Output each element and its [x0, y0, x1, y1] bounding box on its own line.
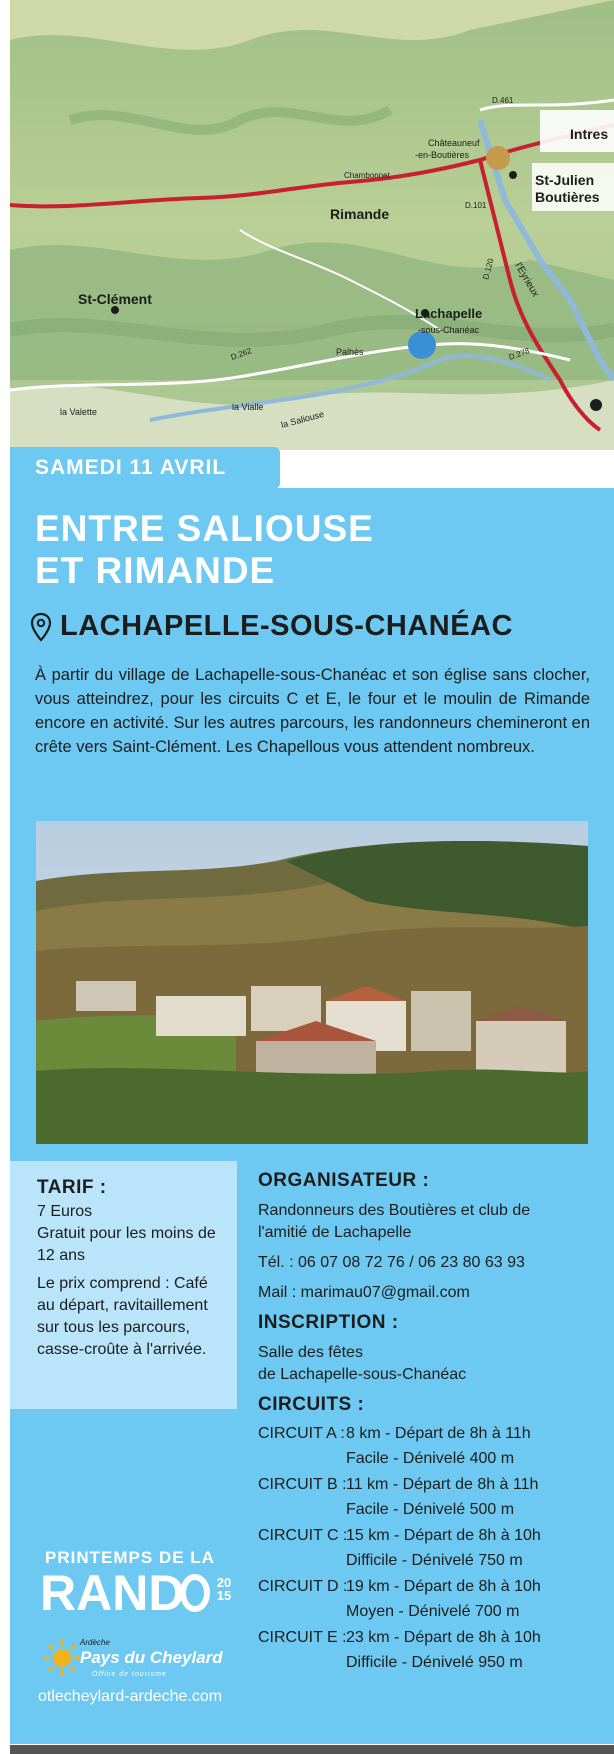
map-label-d120: D.120: [481, 257, 496, 281]
map-label-chateauneuf: Châteauneuf: [428, 138, 480, 148]
circuit-d: [258, 1575, 608, 1624]
circuit-name: CIRCUIT C :: [258, 1527, 348, 1544]
circuits-label: CIRCUITS :: [258, 1394, 365, 1415]
date-banner: SAMEDI 11 AVRIL: [10, 447, 280, 489]
logo-rando-text: RAND: [40, 1565, 185, 1621]
printemps-rando-logo: [40, 1548, 240, 1688]
circuit-details: 8 km - Départ de 8h à 11h: [346, 1425, 531, 1442]
tarif-note: Le prix comprend : Café au départ, ravitaillement sur tous les parcours, casse-croûte à l'arrivée.: [37, 1275, 208, 1358]
map-label-lachapelle-sub: -sous-Chanéac: [418, 325, 480, 335]
page-title: [35, 508, 595, 592]
location: [30, 610, 513, 643]
map-label-chateauneuf-sub: -en-Boutières: [415, 150, 470, 160]
organisateur-text: Randonneurs des Boutières et club de l'amitié de Lachapelle: [258, 1202, 531, 1241]
map-label-eyrieux: l'Eyrieux: [512, 261, 541, 299]
logo-year: [212, 1576, 236, 1602]
circuit-details: 11 km - Départ de 8h à 11h: [346, 1476, 539, 1493]
circuit-details: 19 km - Départ de 8h à 10h: [346, 1578, 541, 1595]
phone-number: Tél. : 06 07 08 72 76 / 06 23 80 63 93: [258, 1254, 525, 1271]
map-label-la-vialle: la Vialle: [232, 402, 264, 412]
tarif-price: 7 Euros: [37, 1203, 93, 1220]
map-label-lachapelle: Lachapelle: [415, 306, 483, 321]
map-label-d101: D.101: [465, 201, 487, 210]
circuit-c: [258, 1524, 608, 1573]
tarif-free: Gratuit pour les moins de 12 ans: [37, 1225, 216, 1264]
circuit-difficulty: Difficile - Dénivelé 750 m: [346, 1551, 523, 1569]
website-link[interactable]: otlecheylard-ardeche.com: [38, 1688, 223, 1705]
bottom-rule: [10, 1745, 614, 1754]
tarif-box: [10, 1161, 237, 1409]
location-text: LACHAPELLE-SOUS-CHANÉAC: [60, 610, 513, 642]
circuit-difficulty: Moyen - Dénivelé 700 m: [346, 1602, 520, 1620]
map-image: [10, 0, 614, 450]
map-label-d278: D.278: [507, 346, 531, 362]
inscription-line-2: de Lachapelle-sous-Chanéac: [258, 1366, 467, 1383]
cheylard-logo: [40, 1638, 240, 1688]
title-line-1: ENTRE SALIOUSE: [35, 508, 374, 549]
circuit-details: 23 km - Départ de 8h à 10h: [346, 1629, 541, 1646]
description: À partir du village de Lachapelle-sous-Chanéac et son église sans clocher, vous atteindrez, pour les circuits C et E, le four et le moulin de Rimande encore en activité. Sur les autres parcours, les randonneurs chemineront en crête vers Saint-Clément. Les Chapellous vous attendent nombreux.: [35, 666, 590, 756]
map-label-d461: D.461: [492, 96, 514, 105]
map-label-st-julien: St-Julien: [535, 172, 595, 188]
map-label-palhes: Palhès: [336, 347, 364, 357]
cheylard-region: Ardèche: [80, 1638, 110, 1647]
map-label-la-valette: la Valette: [60, 407, 97, 417]
logo-year-a: 20: [216, 1575, 232, 1590]
map-label-d262: D.262: [229, 346, 253, 362]
logo-word: [40, 1565, 240, 1621]
map-label-intres: Intres: [570, 126, 609, 142]
title-line-2: ET RIMANDE: [35, 550, 276, 591]
inscription-line-1: Salle des fêtes: [258, 1344, 363, 1361]
circuit-name: CIRCUIT D :: [258, 1578, 348, 1595]
circuit-difficulty: Facile - Dénivelé 500 m: [346, 1500, 515, 1518]
location-pin-icon: [30, 612, 52, 642]
info-column: [258, 1170, 608, 1677]
organisateur-label: ORGANISATEUR :: [258, 1170, 430, 1191]
village-photo: [36, 821, 588, 1144]
logo-year-b: 15: [216, 1588, 232, 1603]
circuit-name: CIRCUIT E :: [258, 1629, 347, 1646]
cheylard-sub: Office de tourisme: [92, 1671, 167, 1678]
map-label-st-clement: St-Clément: [78, 291, 152, 307]
sun-icon: [42, 1638, 82, 1678]
circuit-a: [258, 1422, 608, 1471]
circuit-name: CIRCUIT B :: [258, 1476, 347, 1493]
event-panel: [10, 488, 614, 1744]
inscription-label: INSCRIPTION :: [258, 1312, 399, 1333]
tarif-label: TARIF :: [37, 1177, 107, 1198]
map-label-st-julien-sub: Boutières: [535, 189, 600, 205]
map-label-rimande: Rimande: [330, 206, 390, 222]
circuit-name: CIRCUIT A :: [258, 1425, 345, 1442]
inscription-text: [258, 1342, 608, 1386]
circuit-difficulty: Difficile - Dénivelé 950 m: [346, 1653, 523, 1671]
circuit-details: 15 km - Départ de 8h à 10h: [346, 1527, 541, 1544]
email: Mail : marimau07@gmail.com: [258, 1284, 470, 1301]
circuit-e: [258, 1626, 608, 1675]
logo-top-text: PRINTEMPS DE LA: [45, 1548, 215, 1567]
logo-o-icon: [180, 1574, 210, 1612]
circuit-b: [258, 1473, 608, 1522]
cheylard-name: Pays du Cheylard: [80, 1648, 223, 1667]
map-label-chambonnet: Chambonnet: [344, 171, 390, 180]
circuit-difficulty: Facile - Dénivelé 400 m: [346, 1449, 515, 1467]
map-label-la-saliouse: la Saliouse: [279, 408, 326, 430]
